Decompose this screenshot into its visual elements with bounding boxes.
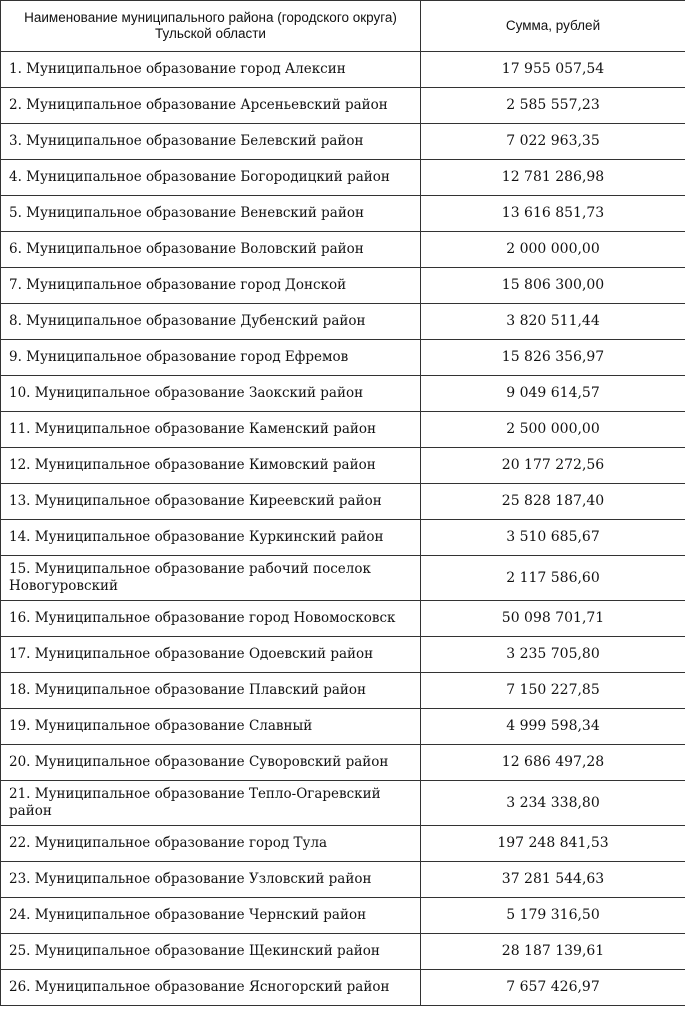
table-row: [1, 52, 685, 88]
sum-cell: 4 999 598,34: [421, 709, 685, 745]
district-name-cell: 20. Муниципальное образование Суворовский район: [1, 745, 421, 781]
table-row: [1, 709, 685, 745]
sum-cell: 20 177 272,56: [421, 448, 685, 484]
sum-cell: 2 117 586,60: [421, 556, 685, 601]
district-name-cell: 3. Муниципальное образование Белевский район: [1, 124, 421, 160]
sum-cell: 3 820 511,44: [421, 304, 685, 340]
sum-cell: 2 500 000,00: [421, 412, 685, 448]
sum-cell: 9 049 614,57: [421, 376, 685, 412]
sum-cell: 25 828 187,40: [421, 484, 685, 520]
sum-cell: 7 657 426,97: [421, 970, 685, 1006]
district-name-cell: 26. Муниципальное образование Ясногорский район: [1, 970, 421, 1006]
sum-cell: 7 150 227,85: [421, 673, 685, 709]
table-row: [1, 601, 685, 637]
district-name-cell: 12. Муниципальное образование Кимовский район: [1, 448, 421, 484]
table-row: [1, 88, 685, 124]
sum-cell: 12 781 286,98: [421, 160, 685, 196]
table-row: [1, 232, 685, 268]
district-name-cell: 8. Муниципальное образование Дубенский район: [1, 304, 421, 340]
table-row: [1, 637, 685, 673]
sum-cell: 197 248 841,53: [421, 826, 685, 862]
table-row: [1, 160, 685, 196]
header-sum: Сумма, рублей: [421, 1, 685, 52]
table-row: [1, 448, 685, 484]
sum-cell: 17 955 057,54: [421, 52, 685, 88]
sum-cell: 3 235 705,80: [421, 637, 685, 673]
sum-cell: 50 098 701,71: [421, 601, 685, 637]
district-name-cell: 21. Муниципальное образование Тепло-Огаревский район: [1, 781, 421, 826]
table-row: [1, 304, 685, 340]
header-district-name: Наименование муниципального района (городского округа) Тульской области: [1, 1, 421, 52]
table-row: [1, 673, 685, 709]
table-row: [1, 934, 685, 970]
sum-cell: 2 585 557,23: [421, 88, 685, 124]
table-row: [1, 826, 685, 862]
district-name-cell: 11. Муниципальное образование Каменский район: [1, 412, 421, 448]
table-row: [1, 862, 685, 898]
table-body: [1, 52, 685, 1006]
district-name-cell: 19. Муниципальное образование Славный: [1, 709, 421, 745]
table-row: [1, 556, 685, 601]
table-row: [1, 520, 685, 556]
district-name-cell: 9. Муниципальное образование город Ефремов: [1, 340, 421, 376]
district-name-cell: 17. Муниципальное образование Одоевский район: [1, 637, 421, 673]
sum-cell: 2 000 000,00: [421, 232, 685, 268]
district-name-cell: 10. Муниципальное образование Заокский район: [1, 376, 421, 412]
district-name-cell: 13. Муниципальное образование Киреевский район: [1, 484, 421, 520]
district-name-cell: 2. Муниципальное образование Арсеньевский район: [1, 88, 421, 124]
sum-cell: 3 234 338,80: [421, 781, 685, 826]
sum-cell: 13 616 851,73: [421, 196, 685, 232]
sum-cell: 12 686 497,28: [421, 745, 685, 781]
header-row: [1, 1, 685, 52]
district-name-cell: 5. Муниципальное образование Веневский район: [1, 196, 421, 232]
district-name-cell: 23. Муниципальное образование Узловский район: [1, 862, 421, 898]
district-name-cell: 6. Муниципальное образование Воловский район: [1, 232, 421, 268]
sum-cell: 3 510 685,67: [421, 520, 685, 556]
district-name-cell: 22. Муниципальное образование город Тула: [1, 826, 421, 862]
district-name-cell: 7. Муниципальное образование город Донской: [1, 268, 421, 304]
sum-cell: 5 179 316,50: [421, 898, 685, 934]
table-row: [1, 340, 685, 376]
sum-cell: 15 806 300,00: [421, 268, 685, 304]
table-row: [1, 898, 685, 934]
table-row: [1, 745, 685, 781]
table-row: [1, 970, 685, 1006]
table-row: [1, 412, 685, 448]
sum-cell: 28 187 139,61: [421, 934, 685, 970]
table-row: [1, 124, 685, 160]
sum-cell: 37 281 544,63: [421, 862, 685, 898]
district-name-cell: 25. Муниципальное образование Щекинский район: [1, 934, 421, 970]
district-name-cell: 15. Муниципальное образование рабочий поселок Новогуровский: [1, 556, 421, 601]
table-row: [1, 376, 685, 412]
district-name-cell: 18. Муниципальное образование Плавский район: [1, 673, 421, 709]
district-name-cell: 16. Муниципальное образование город Новомосковск: [1, 601, 421, 637]
district-name-cell: 24. Муниципальное образование Чернский район: [1, 898, 421, 934]
district-name-cell: 4. Муниципальное образование Богородицкий район: [1, 160, 421, 196]
sum-cell: 7 022 963,35: [421, 124, 685, 160]
table-row: [1, 196, 685, 232]
district-name-cell: 1. Муниципальное образование город Алексин: [1, 52, 421, 88]
table-row: [1, 484, 685, 520]
sum-cell: 15 826 356,97: [421, 340, 685, 376]
district-name-cell: 14. Муниципальное образование Куркинский район: [1, 520, 421, 556]
table-row: [1, 268, 685, 304]
table-row: [1, 781, 685, 826]
